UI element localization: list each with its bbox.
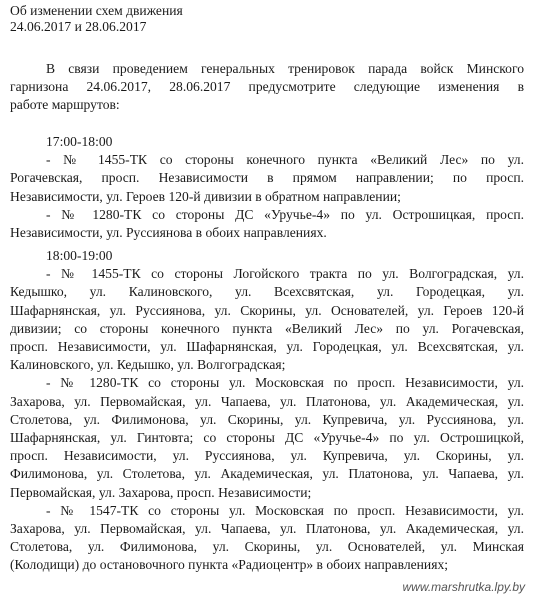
route-line: Калиновского, ул. Кедышко, ул. Волгоградская; [10, 357, 286, 373]
document-title [10, 3, 183, 35]
title-line-1: Об изменении схем движения [10, 3, 183, 18]
route-line: Шафарнянская, ул. Гинтовта; со стороны ДС «Уручье-4» по ул. Острошицкой, [10, 430, 524, 446]
route-line: - № 1455-ТК со стороны конечного пункта «Великий Лес» по ул. [46, 152, 524, 168]
route-line: Рогачевская, просп. Независимости в прямом направлении; по просп. [10, 170, 524, 186]
intro-line: В связи проведением генеральных тренировок парада войск Минского [46, 61, 524, 76]
route-line: Захарова, ул. Первомайская, ул. Чапаева, ул. Платонова, ул. Академическая, ул. [10, 393, 524, 409]
route-line: - № 1280-ТК со стороны ДС «Уручье-4» по ул. Острошицкая, просп. [46, 206, 524, 222]
route-line: Столетова, ул. Филимонова, ул. Скорины, ул. Купревича, ул. Руссиянова, ул. [10, 411, 524, 427]
schedule-block-1800 [10, 247, 524, 575]
route-line: Шафарнянская, ул. Руссиянова, ул. Скорины, ул. Основателей, ул. Героев 120-й [10, 302, 524, 318]
route-line: - № 1455-ТК со стороны Логойского тракта по ул. Волгоградская, ул. [46, 266, 524, 282]
route-line: просп. Независимости, ул. Шафарнянская, ул. Городецкая, ул. Всехсвятская, ул. [10, 339, 524, 355]
route-line: - № 1547-ТК со стороны ул. Московская по просп. Независимости, ул. [46, 502, 524, 518]
intro-line: работе маршрутов: [10, 97, 120, 113]
route-line: Независимости, ул. Руссиянова в обоих направлениях. [10, 225, 327, 241]
route-line: просп. Независимости, ул. Руссиянова, ул. Купревича, ул. Скорины, ул. [10, 448, 524, 464]
time-range: 18:00-19:00 [46, 248, 113, 263]
site-watermark: www.marshrutka.lpy.by [402, 580, 525, 594]
route-line: - № 1280-ТК со стороны ул. Московская по просп. Независимости, ул. [46, 375, 524, 391]
title-line-2: 24.06.2017 и 28.06.2017 [10, 19, 147, 34]
route-line: Захарова, ул. Первомайская, ул. Чапаева, ул. Платонова, ул. Академическая, ул. [10, 521, 524, 537]
route-line: Филимонова, ул. Столетова, ул. Академическая, ул. Платонова, ул. Чапаева, ул. [10, 466, 524, 482]
intro-paragraph [10, 60, 524, 115]
intro-line: гарнизона 24.06.2017, 28.06.2017 предусмотрите следующие изменения в [10, 79, 524, 95]
route-line: дивизии; со стороны конечного пункта «Великий Лес» по ул. Рогачевская, [10, 320, 524, 336]
route-line: Столетова, ул. Филимонова, ул. Скорины, ул. Основателей, ул. Минская [10, 539, 524, 555]
schedule-block-1700 [10, 133, 524, 242]
time-range: 17:00-18:00 [46, 134, 113, 149]
route-line: Независимости, ул. Героев 120-й дивизии в обратном направлении; [10, 188, 401, 204]
route-line: Кедышко, ул. Калиновского, ул. Всехсвятская, ул. Городецкая, ул. [10, 284, 524, 300]
route-line: Первомайская, ул. Захарова, просп. Независимости; [10, 484, 312, 500]
route-line: (Колодищи) до остановочного пункта «Радиоцентр» в обоих направлениях; [10, 557, 449, 573]
